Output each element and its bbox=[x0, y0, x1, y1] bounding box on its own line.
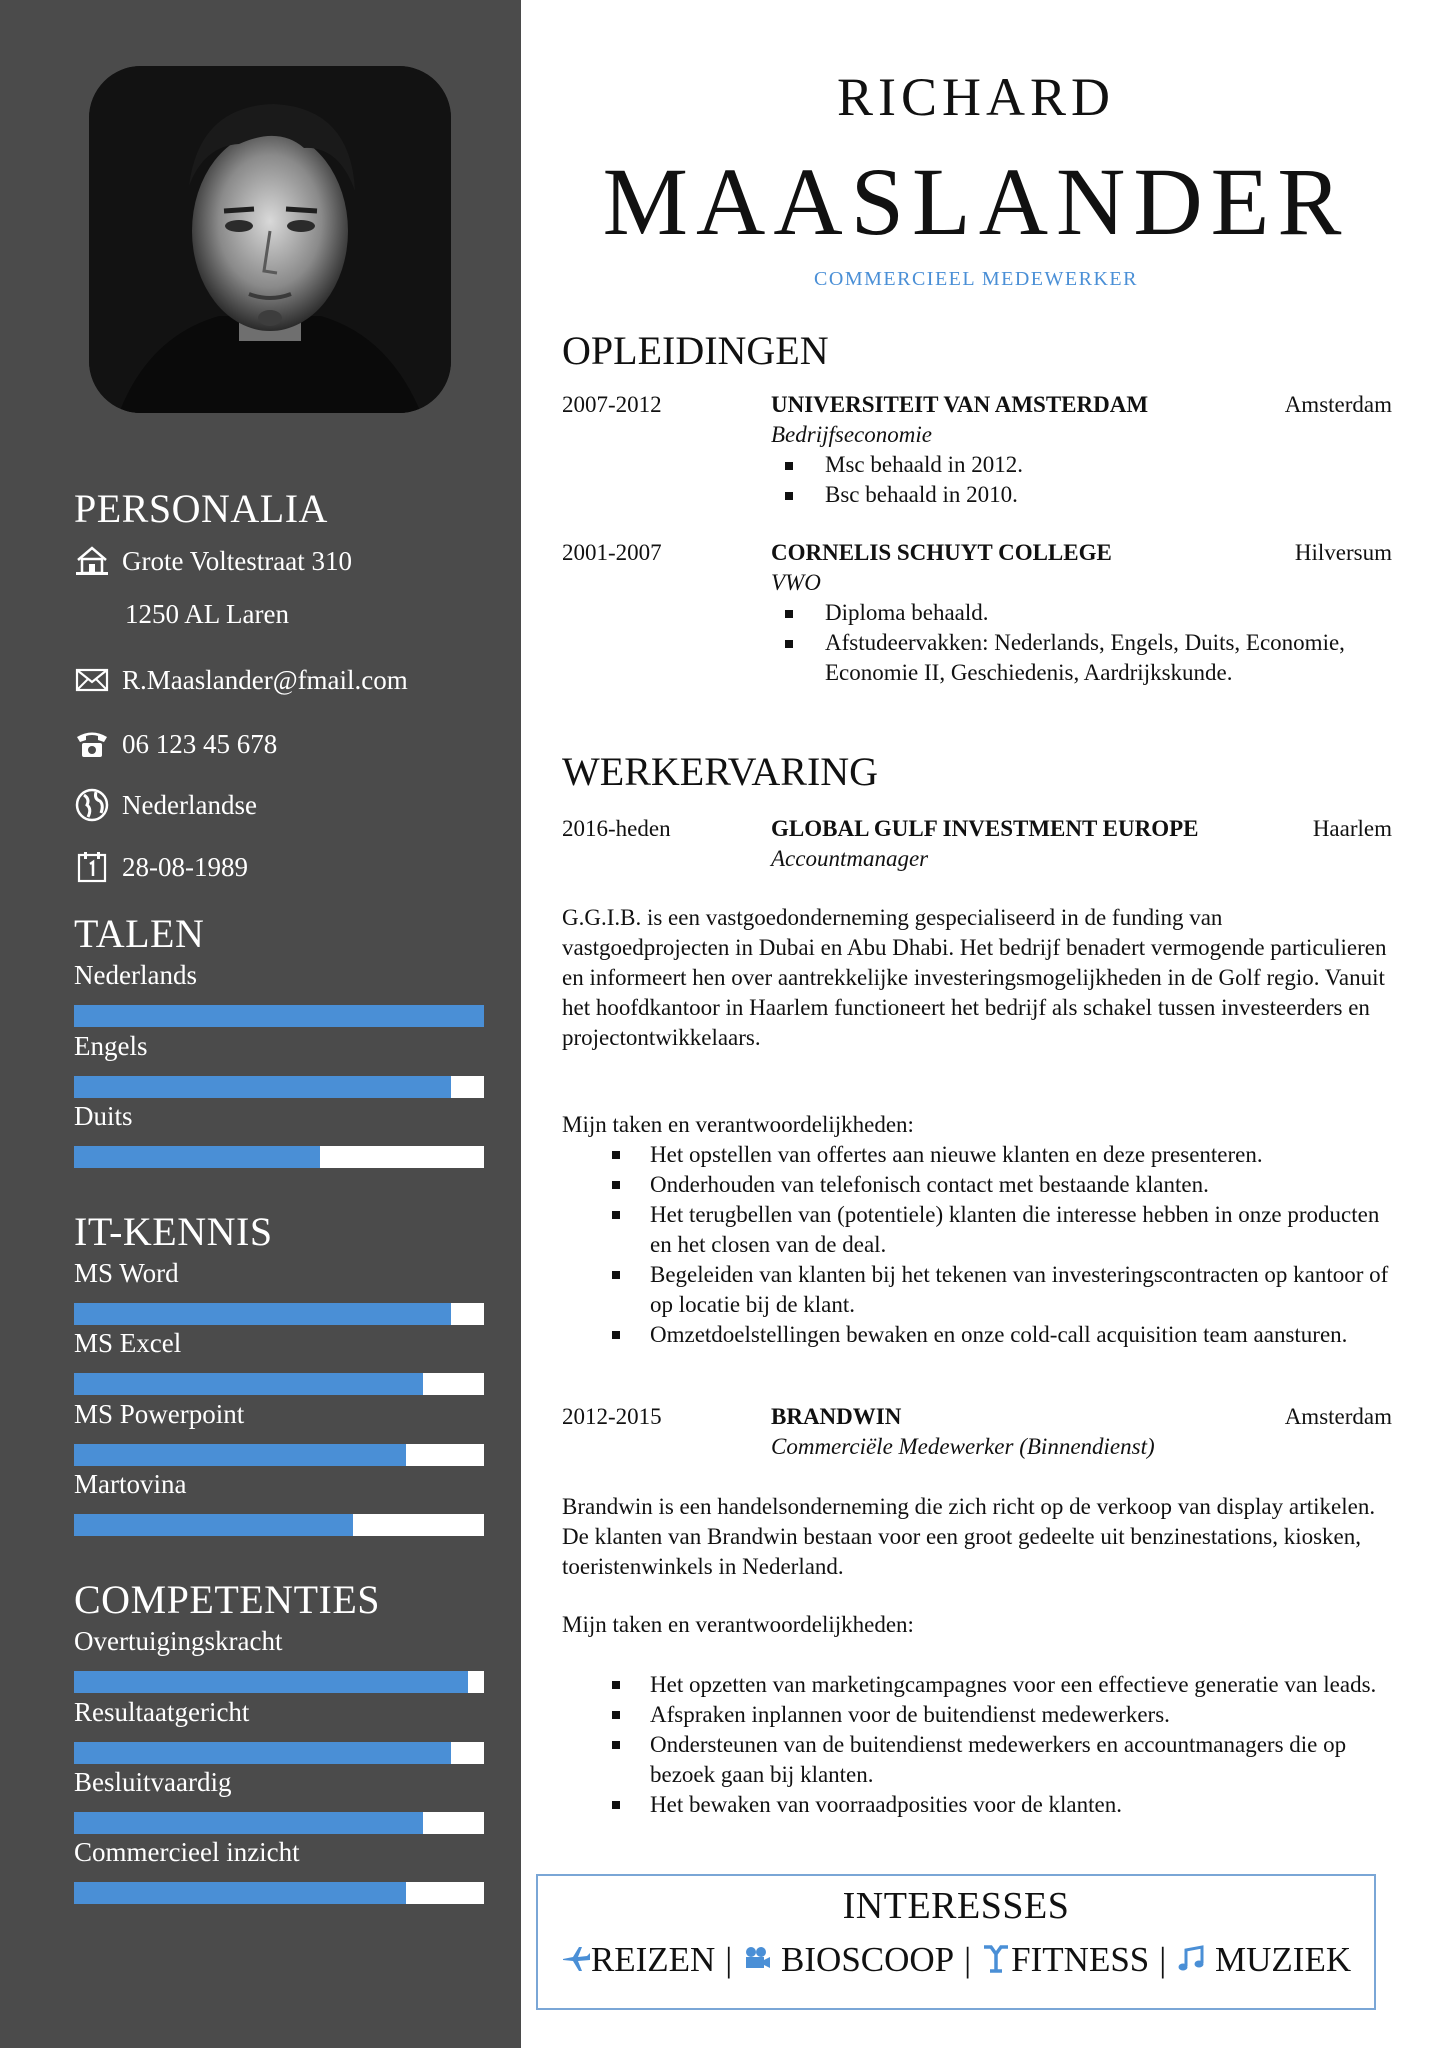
globe-icon bbox=[74, 787, 110, 823]
education-bullets bbox=[771, 598, 1392, 688]
job-tasks bbox=[562, 1610, 1392, 1820]
list-item: Afstudeervakken: Nederlands, Engels, Duits, Economie, Economie II, Geschiedenis, Aardrijkskunde. bbox=[801, 628, 1392, 688]
email-row[interactable] bbox=[74, 662, 408, 698]
list-item: Begeleiden van klanten bij het tekenen van investeringscontracten op kantoor of op locatie bij de klant. bbox=[650, 1260, 1392, 1320]
calendar-icon bbox=[74, 849, 110, 885]
job-role: Commerciële Medewerker (Binnendienst) bbox=[771, 1434, 1155, 1459]
address-line1: Grote Voltestraat 310 bbox=[122, 545, 352, 576]
phone-row bbox=[74, 726, 277, 762]
interest-label: BIOSCOOP bbox=[781, 1940, 955, 1979]
it-skill-level-bar bbox=[74, 1373, 484, 1395]
list-item: Het terugbellen van (potentiele) klanten die interesse hebben in onze producten en het closen van de deal. bbox=[650, 1200, 1392, 1260]
competenties-heading: COMPETENTIES bbox=[74, 1577, 380, 1622]
first-name: RICHARD bbox=[836, 67, 1116, 127]
list-item: Bsc behaald in 2010. bbox=[801, 480, 1392, 510]
job-description: Brandwin is een handelsonderneming die zich richt op de verkoop van display artikelen. De klanten van Brandwin bestaan voor een groot gedeelte uit benzinestations, kiosken, toeristenwinkels in Nederland. bbox=[562, 1494, 1376, 1579]
list-item: Het opzetten van marketingcampagnes voor een effectieve generatie van leads. bbox=[650, 1670, 1392, 1700]
it-skill-level-fill bbox=[74, 1303, 451, 1325]
language-level-fill bbox=[74, 1076, 451, 1098]
dumbbell-icon bbox=[981, 1944, 1011, 1974]
it-skill-level-bar bbox=[74, 1514, 484, 1536]
it-skill-level-fill bbox=[74, 1444, 406, 1466]
job-place: Haarlem bbox=[1312, 816, 1392, 841]
address-line2: 1250 AL Laren bbox=[125, 599, 289, 629]
job-title: COMMERCIEEL MEDEWERKER bbox=[814, 268, 1138, 290]
it-skill-label: MS Excel bbox=[74, 1328, 182, 1358]
it-skill-level-fill bbox=[74, 1514, 353, 1536]
airplane-icon bbox=[561, 1944, 591, 1974]
education-subtitle: VWO bbox=[771, 570, 821, 595]
it-kennis-heading: IT-KENNIS bbox=[74, 1209, 273, 1254]
education-years: 2007-2012 bbox=[562, 392, 662, 417]
list-item: Afspraken inplannen voor de buitendienst medewerkers. bbox=[650, 1700, 1392, 1730]
competency-level-bar bbox=[74, 1671, 484, 1693]
phone-number: 06 123 45 678 bbox=[122, 728, 278, 759]
job-place: Amsterdam bbox=[1284, 1404, 1392, 1429]
education-institution: UNIVERSITEIT VAN AMSTERDAM bbox=[771, 392, 1149, 417]
interests-list bbox=[558, 1940, 1354, 1980]
interest-separator: | bbox=[964, 1940, 972, 1979]
profile-photo bbox=[89, 66, 451, 413]
competency-level-fill bbox=[74, 1812, 423, 1834]
music-note-icon bbox=[1176, 1944, 1206, 1974]
job-entry bbox=[562, 814, 1392, 874]
language-level-fill bbox=[74, 1005, 484, 1027]
list-item: Ondersteunen van de buitendienst medewerkers en accountmanagers die op bezoek gaan bij klanten. bbox=[650, 1730, 1392, 1790]
list-item: Omzetdoelstellingen bewaken en onze cold-call acquisition team aansturen. bbox=[650, 1320, 1392, 1350]
competency-level-bar bbox=[74, 1812, 484, 1834]
interests-heading: INTERESSES bbox=[842, 1885, 1070, 1927]
interest-label: MUZIEK bbox=[1215, 1940, 1352, 1979]
education-institution: CORNELIS SCHUYT COLLEGE bbox=[771, 540, 1112, 565]
it-skill-level-bar bbox=[74, 1303, 484, 1325]
film-camera-icon bbox=[742, 1944, 772, 1974]
education-place: Amsterdam bbox=[1284, 392, 1392, 417]
opleidingen-heading: OPLEIDINGEN bbox=[562, 328, 829, 373]
it-skill-label: MS Powerpoint bbox=[74, 1399, 245, 1429]
address-line2-row bbox=[125, 599, 289, 630]
house-icon bbox=[74, 543, 110, 579]
address-row bbox=[74, 543, 352, 579]
competency-level-bar bbox=[74, 1742, 484, 1764]
interest-label: FITNESS bbox=[1011, 1940, 1150, 1979]
list-item: Msc behaald in 2012. bbox=[801, 450, 1392, 480]
list-item: Diploma behaald. bbox=[801, 598, 1392, 628]
competency-label: Commercieel inzicht bbox=[74, 1837, 300, 1867]
job-role: Accountmanager bbox=[771, 846, 929, 871]
competency-label: Besluitvaardig bbox=[74, 1767, 232, 1797]
birthdate-row bbox=[74, 849, 248, 885]
language-level-fill bbox=[74, 1146, 320, 1168]
education-bullets bbox=[771, 450, 1392, 510]
education-entry bbox=[562, 390, 1392, 510]
education-entry bbox=[562, 538, 1392, 688]
competency-level-bar bbox=[74, 1882, 484, 1904]
language-label: Nederlands bbox=[74, 960, 197, 990]
language-level-bar bbox=[74, 1146, 484, 1168]
it-skill-label: MS Word bbox=[74, 1258, 179, 1288]
education-years: 2001-2007 bbox=[562, 540, 662, 565]
main-content bbox=[521, 0, 1448, 2048]
job-company: GLOBAL GULF INVESTMENT EUROPE bbox=[771, 816, 1199, 841]
job-description: G.G.I.B. is een vastgoedonderneming gespecialiseerd in de funding van vastgoedprojecten in Dubai en Abu Dhabi. Het bedrijf benadert vermogende particulieren en informeert hen over aantrekkelijke investeringsmogelijkheden in de Golf regio. Vanuit het hoofdkantoor in Haarlem functioneert het bedrijf als schakel tussen investeerders en projectontwikkelaars. bbox=[562, 905, 1387, 1050]
nationality-row bbox=[74, 787, 257, 823]
interest-separator: | bbox=[1159, 1940, 1167, 1979]
competency-level-fill bbox=[74, 1671, 468, 1693]
education-place: Hilversum bbox=[1294, 540, 1392, 565]
job-entry bbox=[562, 1402, 1392, 1462]
mail-icon bbox=[74, 662, 110, 698]
competency-level-fill bbox=[74, 1742, 451, 1764]
tasks-label: Mijn taken en verantwoordelijkheden: bbox=[562, 1612, 914, 1637]
talen-heading: TALEN bbox=[74, 911, 205, 956]
interest-label: REIZEN bbox=[590, 1940, 716, 1979]
it-skill-level-bar bbox=[74, 1444, 484, 1466]
competency-label: Resultaatgericht bbox=[74, 1697, 250, 1727]
personalia-heading: PERSONALIA bbox=[74, 486, 328, 531]
job-years: 2012-2015 bbox=[562, 1404, 662, 1429]
language-level-bar bbox=[74, 1076, 484, 1098]
job-years: 2016-heden bbox=[562, 816, 671, 841]
job-company: BRANDWIN bbox=[771, 1404, 902, 1429]
werkervaring-heading: WERKERVARING bbox=[562, 749, 879, 794]
sidebar bbox=[0, 0, 521, 2048]
job-tasks bbox=[562, 1110, 1392, 1350]
competency-label: Overtuigingskracht bbox=[74, 1626, 283, 1656]
language-label: Engels bbox=[74, 1031, 148, 1061]
birthdate: 28-08-1989 bbox=[122, 851, 248, 882]
list-item: Onderhouden van telefonisch contact met bestaande klanten. bbox=[650, 1170, 1392, 1200]
telephone-icon bbox=[74, 726, 110, 762]
last-name: MAASLANDER bbox=[602, 148, 1350, 255]
email-address[interactable]: R.Maaslander@fmail.com bbox=[122, 664, 408, 695]
list-item: Het bewaken van voorraadposities voor de klanten. bbox=[650, 1790, 1392, 1820]
list-item: Het opstellen van offertes aan nieuwe klanten en deze presenteren. bbox=[650, 1140, 1392, 1170]
interests-box bbox=[536, 1874, 1376, 2010]
nationality: Nederlandse bbox=[122, 789, 257, 820]
education-subtitle: Bedrijfseconomie bbox=[771, 422, 932, 447]
it-skill-level-fill bbox=[74, 1373, 423, 1395]
tasks-label: Mijn taken en verantwoordelijkheden: bbox=[562, 1112, 914, 1137]
interest-separator: | bbox=[725, 1940, 733, 1979]
it-skill-label: Martovina bbox=[74, 1469, 187, 1499]
language-label: Duits bbox=[74, 1101, 133, 1131]
competency-level-fill bbox=[74, 1882, 406, 1904]
language-level-bar bbox=[74, 1005, 484, 1027]
